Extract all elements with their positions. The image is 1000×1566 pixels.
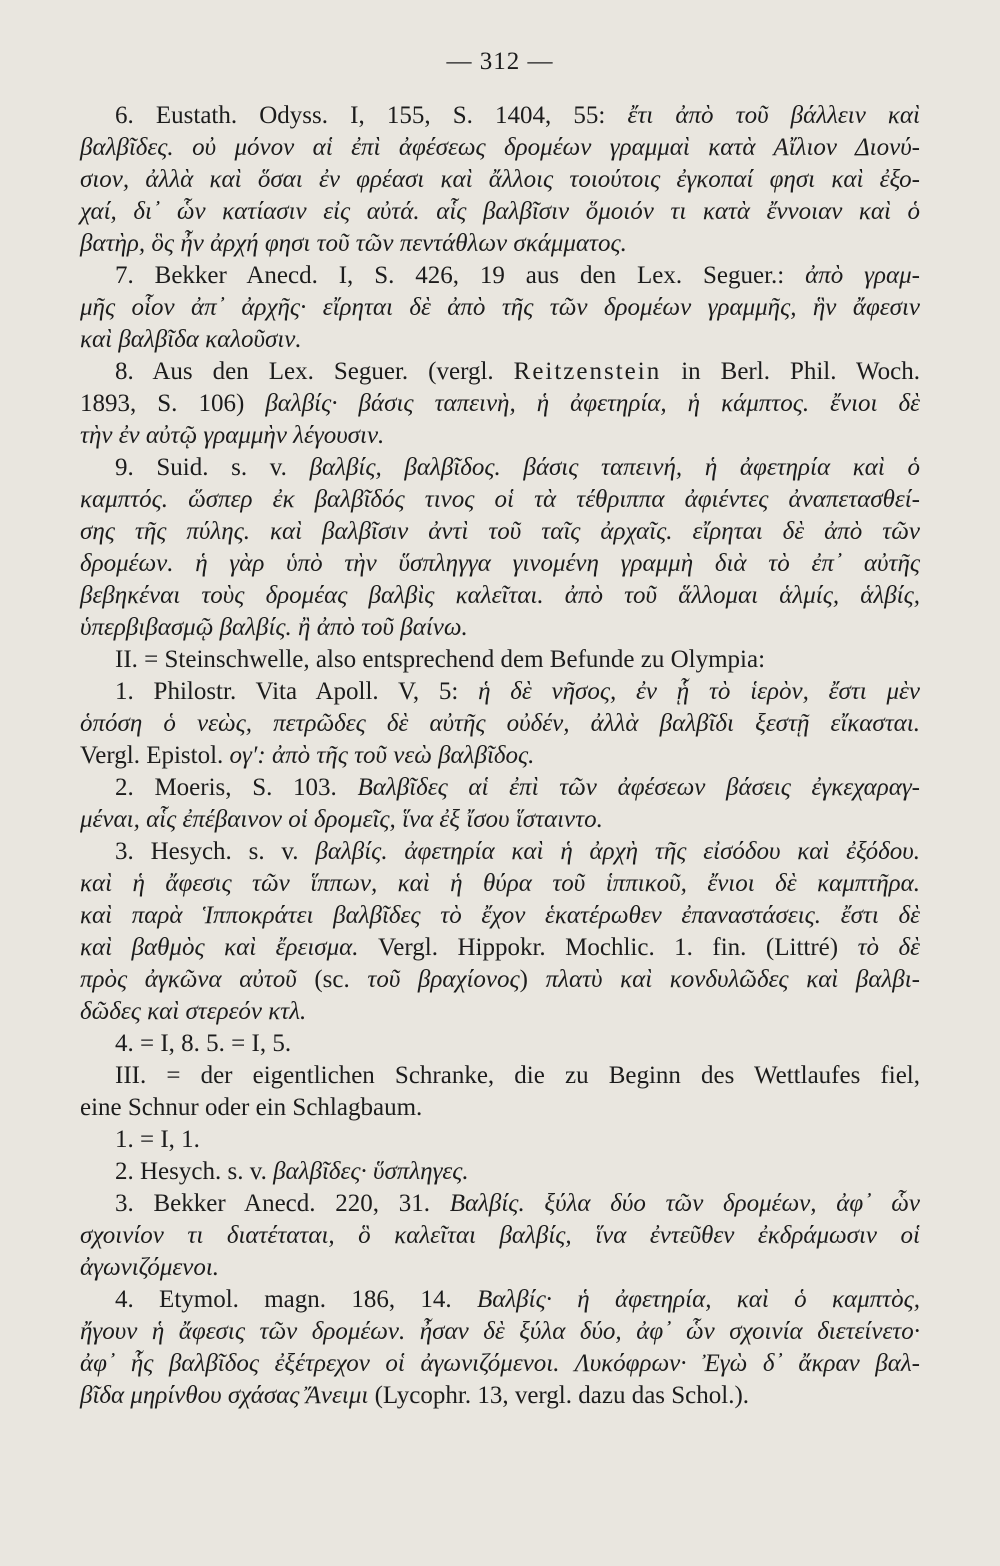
text-line — [80, 292, 920, 324]
greek-text: μῆς οἷον ἀπ᾽ ἀρχῆς· εἴρηται δὲ ἀπὸ τῆς τῶν δρομέων γραμμῆς, ἣν ἄφεσιν — [80, 294, 920, 321]
greek-text: ἡ δὲ νῆσος, ἐν ᾗ τὸ ἱερὸν, ἔστι μὲν — [478, 678, 920, 705]
greek-text: ογ′: ἀπὸ τῆς τοῦ νεὼ βαλβῖδος. — [229, 742, 535, 769]
greek-text: σιον, ἀλλὰ καὶ ὅσαι ἐν φρέασι καὶ ἄλλοις τοιούτοις ἐγκοπαί φησι καὶ ἐξο- — [80, 166, 920, 193]
text-line — [80, 1380, 920, 1412]
greek-text: καὶ βαλβῖδα καλοῦσιν. — [80, 326, 302, 353]
text-line — [80, 1060, 920, 1092]
greek-text: βαλβίς· βάσις ταπεινὴ, ἡ ἀφετηρία, ἡ κάμπτος. ἔνιοι δὲ — [265, 390, 921, 417]
text-segment: 2. Moeris, S. 103. — [115, 774, 358, 801]
text-segment: III. = der eigentlichen Schranke, die zu Beginn des Wettlaufes fiel, — [115, 1062, 920, 1089]
text-segment: 1893, S. 106) — [80, 390, 266, 417]
page-body-text — [80, 100, 920, 1412]
text-segment: Vergl. Hippokr. Mochlic. 1. fin. (Littré) — [358, 934, 858, 961]
text-segment: 3. Hesych. s. v. — [115, 838, 316, 865]
text-line — [80, 324, 920, 356]
greek-text: ὑπερβιβασμῷ βαλβίς. ἢ ἀπὸ τοῦ βαίνω. — [80, 614, 468, 641]
greek-text: καμπτός. ὥσπερ ἐκ βαλβῖδός τινος οἱ τὰ τέθριππα ἀφιέντες ἀναπετασθεί- — [80, 486, 920, 513]
text-line — [80, 356, 920, 388]
greek-text: καὶ βαθμὸς καὶ ἔρεισμα. — [80, 934, 359, 961]
text-line — [80, 644, 920, 676]
greek-text: χαί, δι᾽ ὧν κατίασιν εἰς αὐτά. αἷς βαλβῖσιν ὅμοιόν τι κατὰ ἔννοιαν καὶ ὁ — [80, 198, 920, 225]
text-line — [80, 100, 920, 132]
text-line — [80, 964, 920, 996]
greek-text: σης τῆς πύλης. καὶ βαλβῖσιν ἀντὶ τοῦ ταῖς ἀρχαῖς. εἴρηται δὲ ἀπὸ τῶν — [80, 518, 920, 545]
text-line — [80, 804, 920, 836]
greek-text: Βαλβίς. ξύλα δύο τῶν δρομέων, ἀφ᾽ ὧν — [449, 1190, 921, 1217]
greek-text: ἔτι ἀπὸ τοῦ βάλλειν καὶ — [627, 102, 920, 129]
text-segment: 2. Hesych. s. v. — [115, 1158, 274, 1185]
text-segment: II. = Steinschwelle, also entsprechend dem Befunde zu Olympia: — [115, 646, 766, 673]
text-segment: 1. = I, 1. — [115, 1126, 200, 1153]
text-line — [80, 1316, 920, 1348]
text-segment: Vergl. Epistol. — [80, 742, 230, 769]
greek-text: ἀφ᾽ ἧς βαλβῖδος ἐξέτρεχον οἱ ἀγωνιζόμενοι. Λυκόφρων· Ἐγὼ δ᾽ ἄκραν βαλ- — [80, 1350, 920, 1377]
text-line — [80, 676, 920, 708]
greek-text: πλατὺ καὶ κονδυλῶδες καὶ βαλβι- — [545, 966, 920, 993]
text-segment: (Lycophr. 13, vergl. dazu das Schol.). — [368, 1382, 750, 1409]
greek-text: καὶ ἡ ἄφεσις τῶν ἵππων, καὶ ἡ θύρα τοῦ ἱππικοῦ, ἔνιοι δὲ καμπτῆρα. — [80, 870, 920, 897]
greek-text: δῶδες καὶ στερεόν κτλ. — [80, 998, 307, 1025]
text-segment: 3. Bekker Anecd. 220, 31. — [115, 1190, 450, 1217]
text-line — [80, 1188, 920, 1220]
greek-text: μέναι, αἷς ἐπέβαινον οἱ δρομεῖς, ἵνα ἐξ ἴσου ἵσταιντο. — [80, 806, 603, 833]
text-line — [80, 260, 920, 292]
text-line — [80, 772, 920, 804]
text-line — [80, 868, 920, 900]
text-line — [80, 420, 920, 452]
text-line — [80, 228, 920, 260]
text-line — [80, 548, 920, 580]
text-segment: 4. Etymol. magn. 186, 14. — [115, 1286, 477, 1313]
greek-text: βῖδα μηρίνθου σχάσας Ἄνειμι — [80, 1382, 369, 1409]
text-line — [80, 612, 920, 644]
text-line — [80, 1252, 920, 1284]
greek-text: βατὴρ, ὃς ἦν ἀρχή φησι τοῦ τῶν πεντάθλων σκάμματος. — [80, 230, 627, 257]
text-segment: in Berl. Phil. Woch. — [661, 358, 920, 385]
text-segment: 9. Suid. s. v. — [115, 454, 310, 481]
text-line — [80, 1220, 920, 1252]
text-segment: 8. Aus den Lex. Seguer. (vergl. — [115, 358, 514, 385]
text-line — [80, 1028, 920, 1060]
greek-text: βαλβῖδες· ὕσπληγες. — [273, 1158, 469, 1185]
text-line — [80, 1284, 920, 1316]
greek-text: δρομέων. ἡ γὰρ ὑπὸ τὴν ὕσπληγγα γινομένη γραμμὴ διὰ τὸ ἐπ᾽ αὐτῆς — [80, 550, 920, 577]
text-segment: eine Schnur oder ein Schlagbaum. — [80, 1094, 423, 1121]
text-line — [80, 1156, 920, 1188]
greek-text: σχοινίον τι διατέταται, ὃ καλεῖται βαλβίς, ἵνα ἐντεῦθεν ἐκδράμωσιν οἱ — [80, 1222, 920, 1249]
greek-text: βαλβίς, βαλβῖδος. βάσις ταπεινή, ἡ ἀφετηρία καὶ ὁ — [309, 454, 920, 481]
text-line — [80, 164, 920, 196]
text-line — [80, 900, 920, 932]
greek-text: ἤγουν ἡ ἄφεσις τῶν δρομέων. ἦσαν δὲ ξύλα δύο, ἀφ᾽ ὧν σχοινία διετείνετο· — [80, 1318, 920, 1345]
greek-text: τοῦ βραχίονος — [367, 966, 520, 993]
text-line — [80, 1092, 920, 1124]
greek-text: ἀγωνιζόμενοι. — [80, 1254, 220, 1281]
greek-text: ἀπὸ γραμ- — [805, 262, 920, 289]
text-segment: ) — [519, 966, 546, 993]
greek-text: βαλβῖδες. οὐ μόνον αἱ ἐπὶ ἀφέσεως δρομέων γραμμαὶ κατὰ Αἴλιον Διονύ- — [80, 134, 920, 161]
spaced-author-name: Reitzenstein — [513, 358, 662, 385]
text-line — [80, 836, 920, 868]
text-line — [80, 1124, 920, 1156]
text-line — [80, 196, 920, 228]
text-segment: 1. Philostr. Vita Apoll. V, 5: — [115, 678, 479, 705]
greek-text: καὶ παρὰ Ἱπποκράτει βαλβῖδες τὸ ἔχον ἑκατέρωθεν ἐπαναστάσεις. ἔστι δὲ — [80, 902, 920, 929]
text-line — [80, 932, 920, 964]
text-line — [80, 484, 920, 516]
text-segment: 6. Eustath. Odyss. I, 155, S. 1404, 55: — [115, 102, 628, 129]
text-line — [80, 708, 920, 740]
greek-text: βεβηκέναι τοὺς δρομέας βαλβὶς καλεῖται. ἀπὸ τοῦ ἅλλομαι ἁλμίς, ἁλβίς, — [80, 582, 920, 609]
text-segment: 4. = I, 8. 5. = I, 5. — [115, 1030, 292, 1057]
greek-text: ὁπόση ὁ νεὼς, πετρῶδες δὲ αὐτῆς οὐδέν, ἀλλὰ βαλβῖδι ξεστῇ εἴκασται. — [80, 710, 920, 737]
text-line — [80, 132, 920, 164]
text-line — [80, 452, 920, 484]
greek-text: πρὸς ἀγκῶνα αὐτοῦ — [80, 966, 297, 993]
greek-text: τὴν ἐν αὐτῷ γραμμὴν λέγουσιν. — [80, 422, 385, 449]
greek-text: τὸ δὲ — [857, 934, 920, 961]
text-line — [80, 996, 920, 1028]
greek-text: βαλβίς. ἀφετηρία καὶ ἡ ἀρχὴ τῆς εἰσόδου καὶ ἐξόδου. — [315, 838, 920, 865]
page-number: — 312 — — [446, 48, 554, 75]
text-segment: 7. Bekker Anecd. I, S. 426, 19 aus den Lex. Seguer.: — [115, 262, 806, 289]
text-line — [80, 580, 920, 612]
text-line — [80, 740, 920, 772]
greek-text: Βαλβίς· ἡ ἀφετηρία, καὶ ὁ καμπτὸς, — [476, 1286, 920, 1313]
text-line — [80, 516, 920, 548]
text-line — [80, 1348, 920, 1380]
text-line — [80, 388, 920, 420]
greek-text: Βαλβῖδες αἱ ἐπὶ τῶν ἀφέσεων βάσεις ἐγκεχαραγ- — [357, 774, 920, 801]
text-segment: (sc. — [296, 966, 368, 993]
